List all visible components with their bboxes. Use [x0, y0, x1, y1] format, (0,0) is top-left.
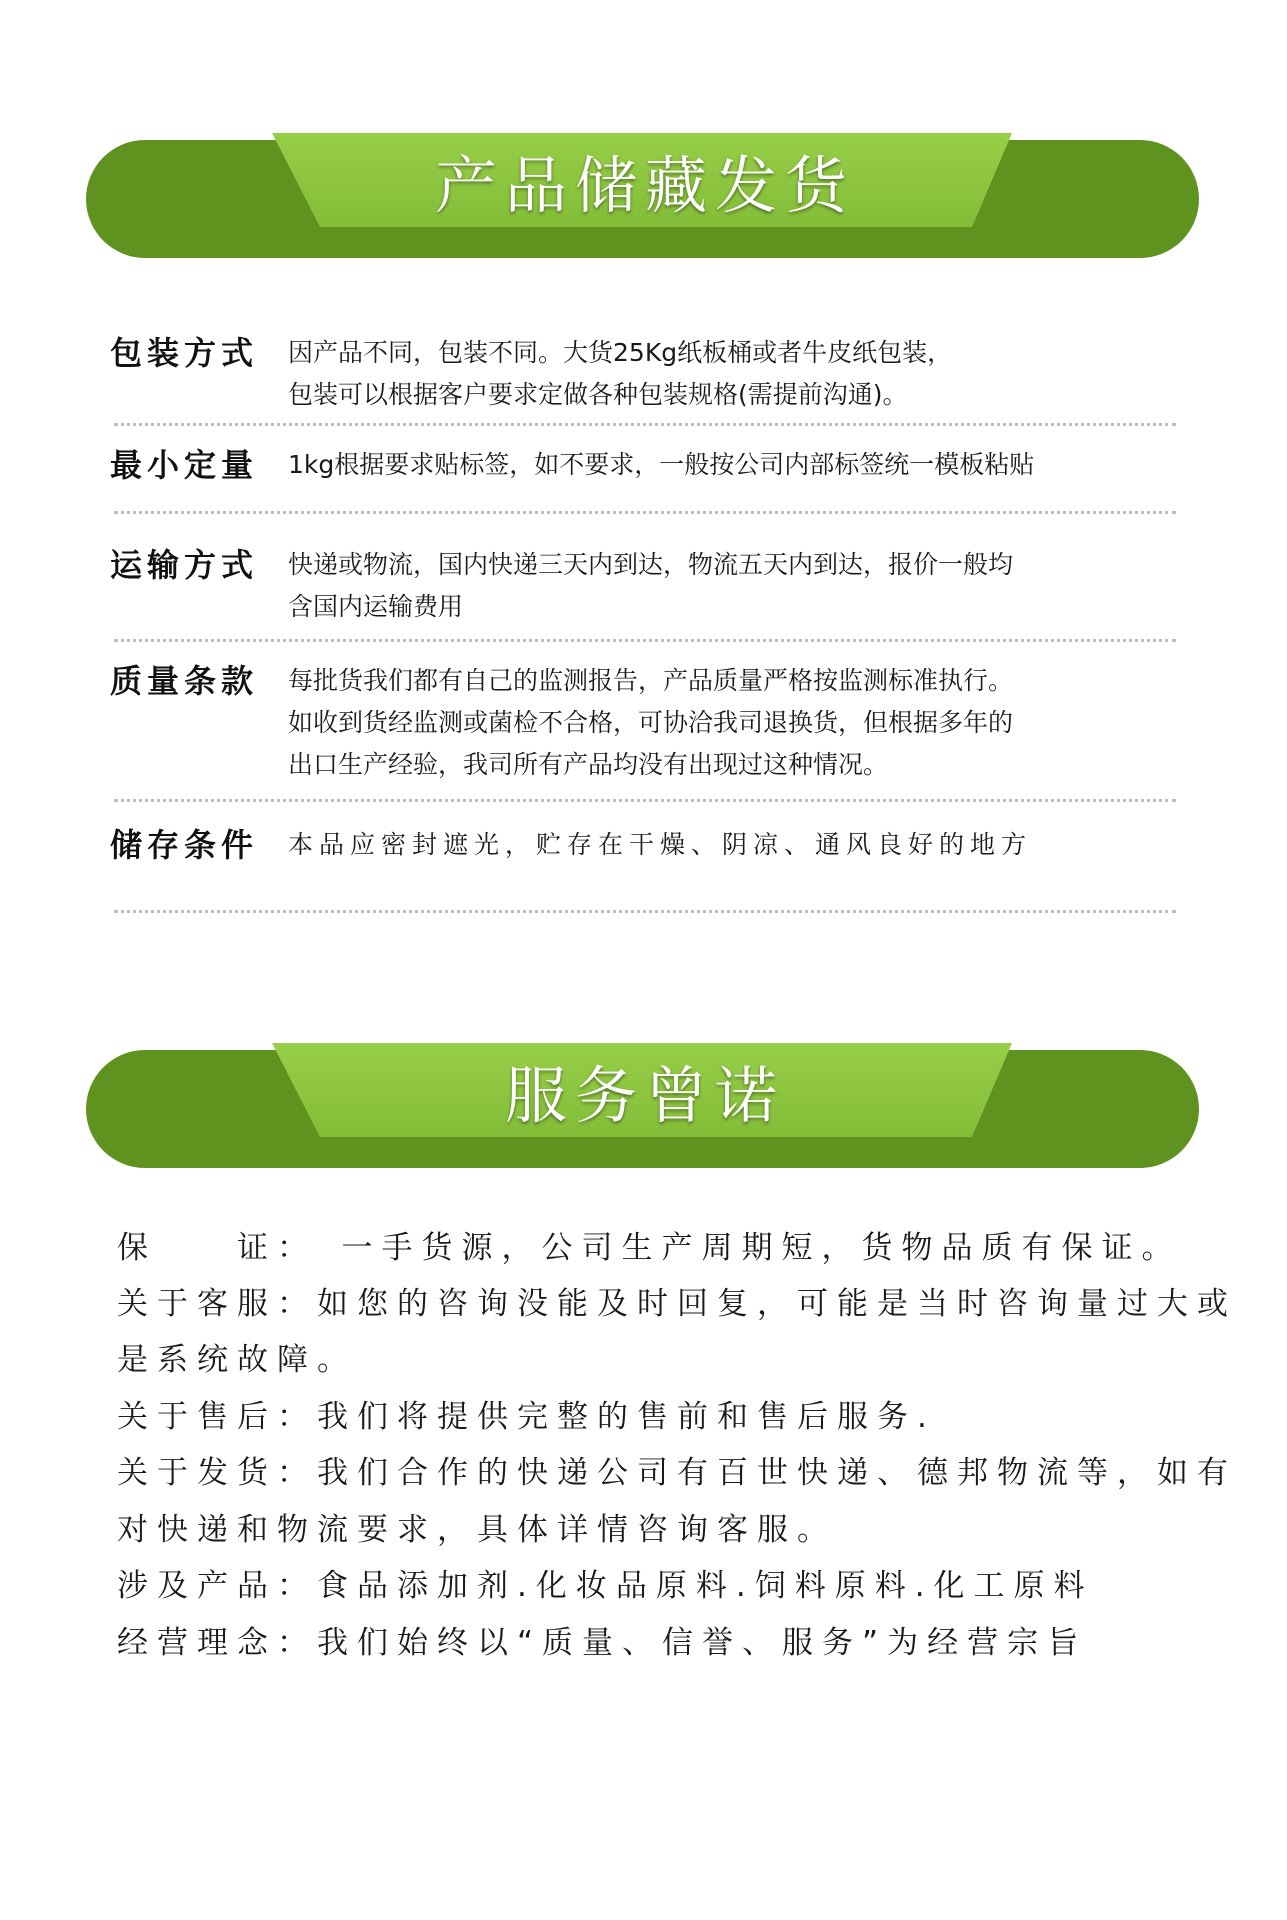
- info-label: 储存条件: [110, 826, 259, 864]
- service-line-customer-service: 关于客服：如您的咨询没能及时回复，可能是当时咨询量过大或: [117, 1286, 1237, 1322]
- info-text: 快递或物流，国内快递三天内到达，物流五天内到达，报价一般均 含国内运输费用: [288, 550, 1014, 621]
- info-text: 1kg根据要求贴标签，如不要求，一般按公司内部标签统一模板粘贴: [288, 450, 1035, 479]
- divider: [114, 511, 1176, 514]
- storage-section-banner: [0, 130, 1287, 280]
- storage-section-title: 产品储藏发货: [434, 149, 855, 222]
- divider: [114, 423, 1176, 426]
- info-text: 每批货我们都有自己的监测报告，产品质量严格按监测标准执行。 如收到货经监测或菌检不合格，可协洽我司退换货，但根据多年的 出口生产经验，我司所有产品均没有出现过这种情况。: [288, 666, 1014, 779]
- service-section-title: 服务曾诺: [504, 1059, 785, 1132]
- service-line-delivery-cont: 对快递和物流要求，具体详情咨询客服。: [117, 1512, 837, 1548]
- service-line-products: 涉及产品：食品添加剂.化妆品原料.饲料原料.化工原料: [117, 1568, 1094, 1604]
- service-section-banner: [0, 1040, 1287, 1190]
- info-text: 本品应密封遮光，贮存在干燥、阴凉、通风良好的地方: [288, 830, 1033, 859]
- service-line-philosophy: 经营理念：我们始终以“质量、信誉、服务”为经营宗旨: [117, 1625, 1088, 1661]
- info-text: 因产品不同，包装不同。大货25Kg纸板桶或者牛皮纸包装， 包装可以根据客户要求定做各种包装规格(需提前沟通)。: [288, 338, 953, 409]
- info-label: 包装方式: [110, 334, 259, 372]
- divider: [114, 639, 1176, 642]
- info-label: 质量条款: [110, 662, 259, 700]
- service-line-delivery: 关于发货：我们合作的快递公司有百世快递、德邦物流等，如有: [117, 1455, 1237, 1491]
- service-line-guarantee: 保 证： 一手货源，公司生产周期短，货物品质有保证。: [117, 1230, 1182, 1266]
- divider: [114, 799, 1176, 802]
- info-label: 最小定量: [110, 446, 259, 484]
- service-line-after-sales: 关于售后：我们将提供完整的售前和售后服务.: [117, 1399, 936, 1435]
- info-label: 运输方式: [110, 546, 259, 584]
- divider: [114, 910, 1176, 913]
- service-line-customer-service-cont: 是系统故障。: [117, 1342, 357, 1378]
